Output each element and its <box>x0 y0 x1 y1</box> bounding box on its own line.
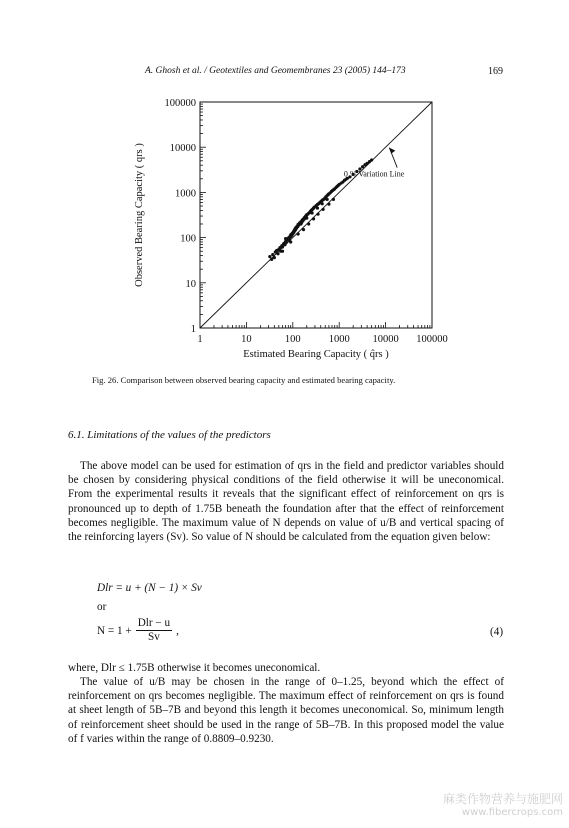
data-point <box>270 258 273 261</box>
equation-2-fraction <box>136 617 172 644</box>
equation-label: (4) <box>490 626 504 638</box>
paragraph-1-text: The above model can be used for estimation of qrs in the field and predictor variables should be chosen by considering physical conditions of the field otherwise it will be uneconomical. From the experimental results it reveals that the significant effect of reinforcement on qrs is pronounced up to depth of 1.75B beneath the foundation after that the effect of reinforcement becomes negligible. The maximum value of N depends on value of u/B and vertical spacing of the reinforcing layers (Sv). So value of N should be calculated from the equation given below: <box>68 460 504 544</box>
data-point <box>302 228 305 231</box>
x-tick-label: 10 <box>241 334 252 345</box>
paragraph-2 <box>68 661 504 675</box>
data-point <box>312 217 315 220</box>
x-tick-label: 1 <box>197 334 203 345</box>
data-point <box>293 228 296 231</box>
data-point <box>299 222 302 225</box>
data-point <box>289 240 292 243</box>
equation-2-lhs: N = 1 + <box>97 624 132 637</box>
paragraph-2-text: where, Dlr ≤ 1.75B otherwise it becomes uneconomical. <box>68 662 321 674</box>
data-point <box>327 203 330 206</box>
equation-or: or <box>97 601 107 613</box>
watermark <box>431 790 563 818</box>
data-point <box>271 253 274 256</box>
paragraph-3 <box>68 675 504 746</box>
equation-2-denominator: Sv <box>147 631 160 643</box>
data-point <box>273 256 276 259</box>
data-point <box>276 252 279 255</box>
y-tick-label: 100000 <box>164 98 196 109</box>
y-tick-label: 10000 <box>169 143 196 155</box>
y-tick-label: 100 <box>180 233 196 245</box>
bearing-capacity-chart <box>122 92 448 360</box>
data-point <box>296 232 299 235</box>
variation-line-annotation: 0 % Variation Line <box>343 169 405 179</box>
y-tick-label: 1 <box>190 324 196 335</box>
x-tick-label: 100 <box>284 334 301 345</box>
x-tick-label: 100000 <box>416 334 448 345</box>
equation-2-tail: , <box>176 624 179 637</box>
page-number: 169 <box>488 66 503 77</box>
equation-2-numerator: Dlr − u <box>137 617 171 629</box>
paragraph-1 <box>68 459 504 544</box>
watermark-line-1: 麻类作物营养与施肥网 <box>442 792 563 806</box>
data-point <box>310 211 313 214</box>
running-head: A. Ghosh et al. / Geotextiles and Geomembranes 23 (2005) 144–173 <box>145 66 406 76</box>
equation-1: Dlr = u + (N − 1) × Sv <box>97 582 202 594</box>
watermark-line-2: www.fibercrops.com <box>461 807 563 818</box>
data-point <box>316 206 319 209</box>
data-point <box>316 213 319 216</box>
data-point <box>281 250 284 253</box>
data-point <box>326 198 329 201</box>
equation-2 <box>97 617 179 644</box>
y-axis-label: Observed Bearing Capacity ( qrs ) <box>134 143 145 287</box>
paragraph-3-text: The value of u/B may be chosen in the range of 0–1.25, beyond which the effect of reinforcement on qrs becomes negligible. The maximum effect of reinforcement on qrs is found at sheet length of 5B–7B and beyond this length it becomes uneconomical. So, minimum length of reinforcement sheet should be used in the range of 5B–7B. In this proposed model the value of f varies within the range of 0.8809–0.9230. <box>68 676 504 745</box>
zero-variation-line <box>200 102 432 328</box>
data-point <box>305 217 308 220</box>
data-point <box>281 245 284 248</box>
y-tick-label: 1000 <box>175 188 196 200</box>
figure-caption: Fig. 26. Comparison between observed bearing capacity and estimated bearing capacity. <box>92 375 396 385</box>
y-tick-label: 10 <box>185 278 196 290</box>
section-heading: 6.1. Limitations of the values of the predictors <box>68 429 271 441</box>
x-tick-label: 1000 <box>328 334 350 345</box>
data-point <box>332 198 335 201</box>
figure-26 <box>122 92 448 360</box>
data-point <box>322 208 325 211</box>
x-axis-label: Estimated Bearing Capacity ( q̂rs ) <box>243 349 389 360</box>
data-point <box>370 158 373 161</box>
data-point <box>307 222 310 225</box>
data-point <box>284 237 287 240</box>
data-point <box>268 255 271 258</box>
data-point <box>321 202 324 205</box>
x-tick-label: 10000 <box>372 334 399 345</box>
